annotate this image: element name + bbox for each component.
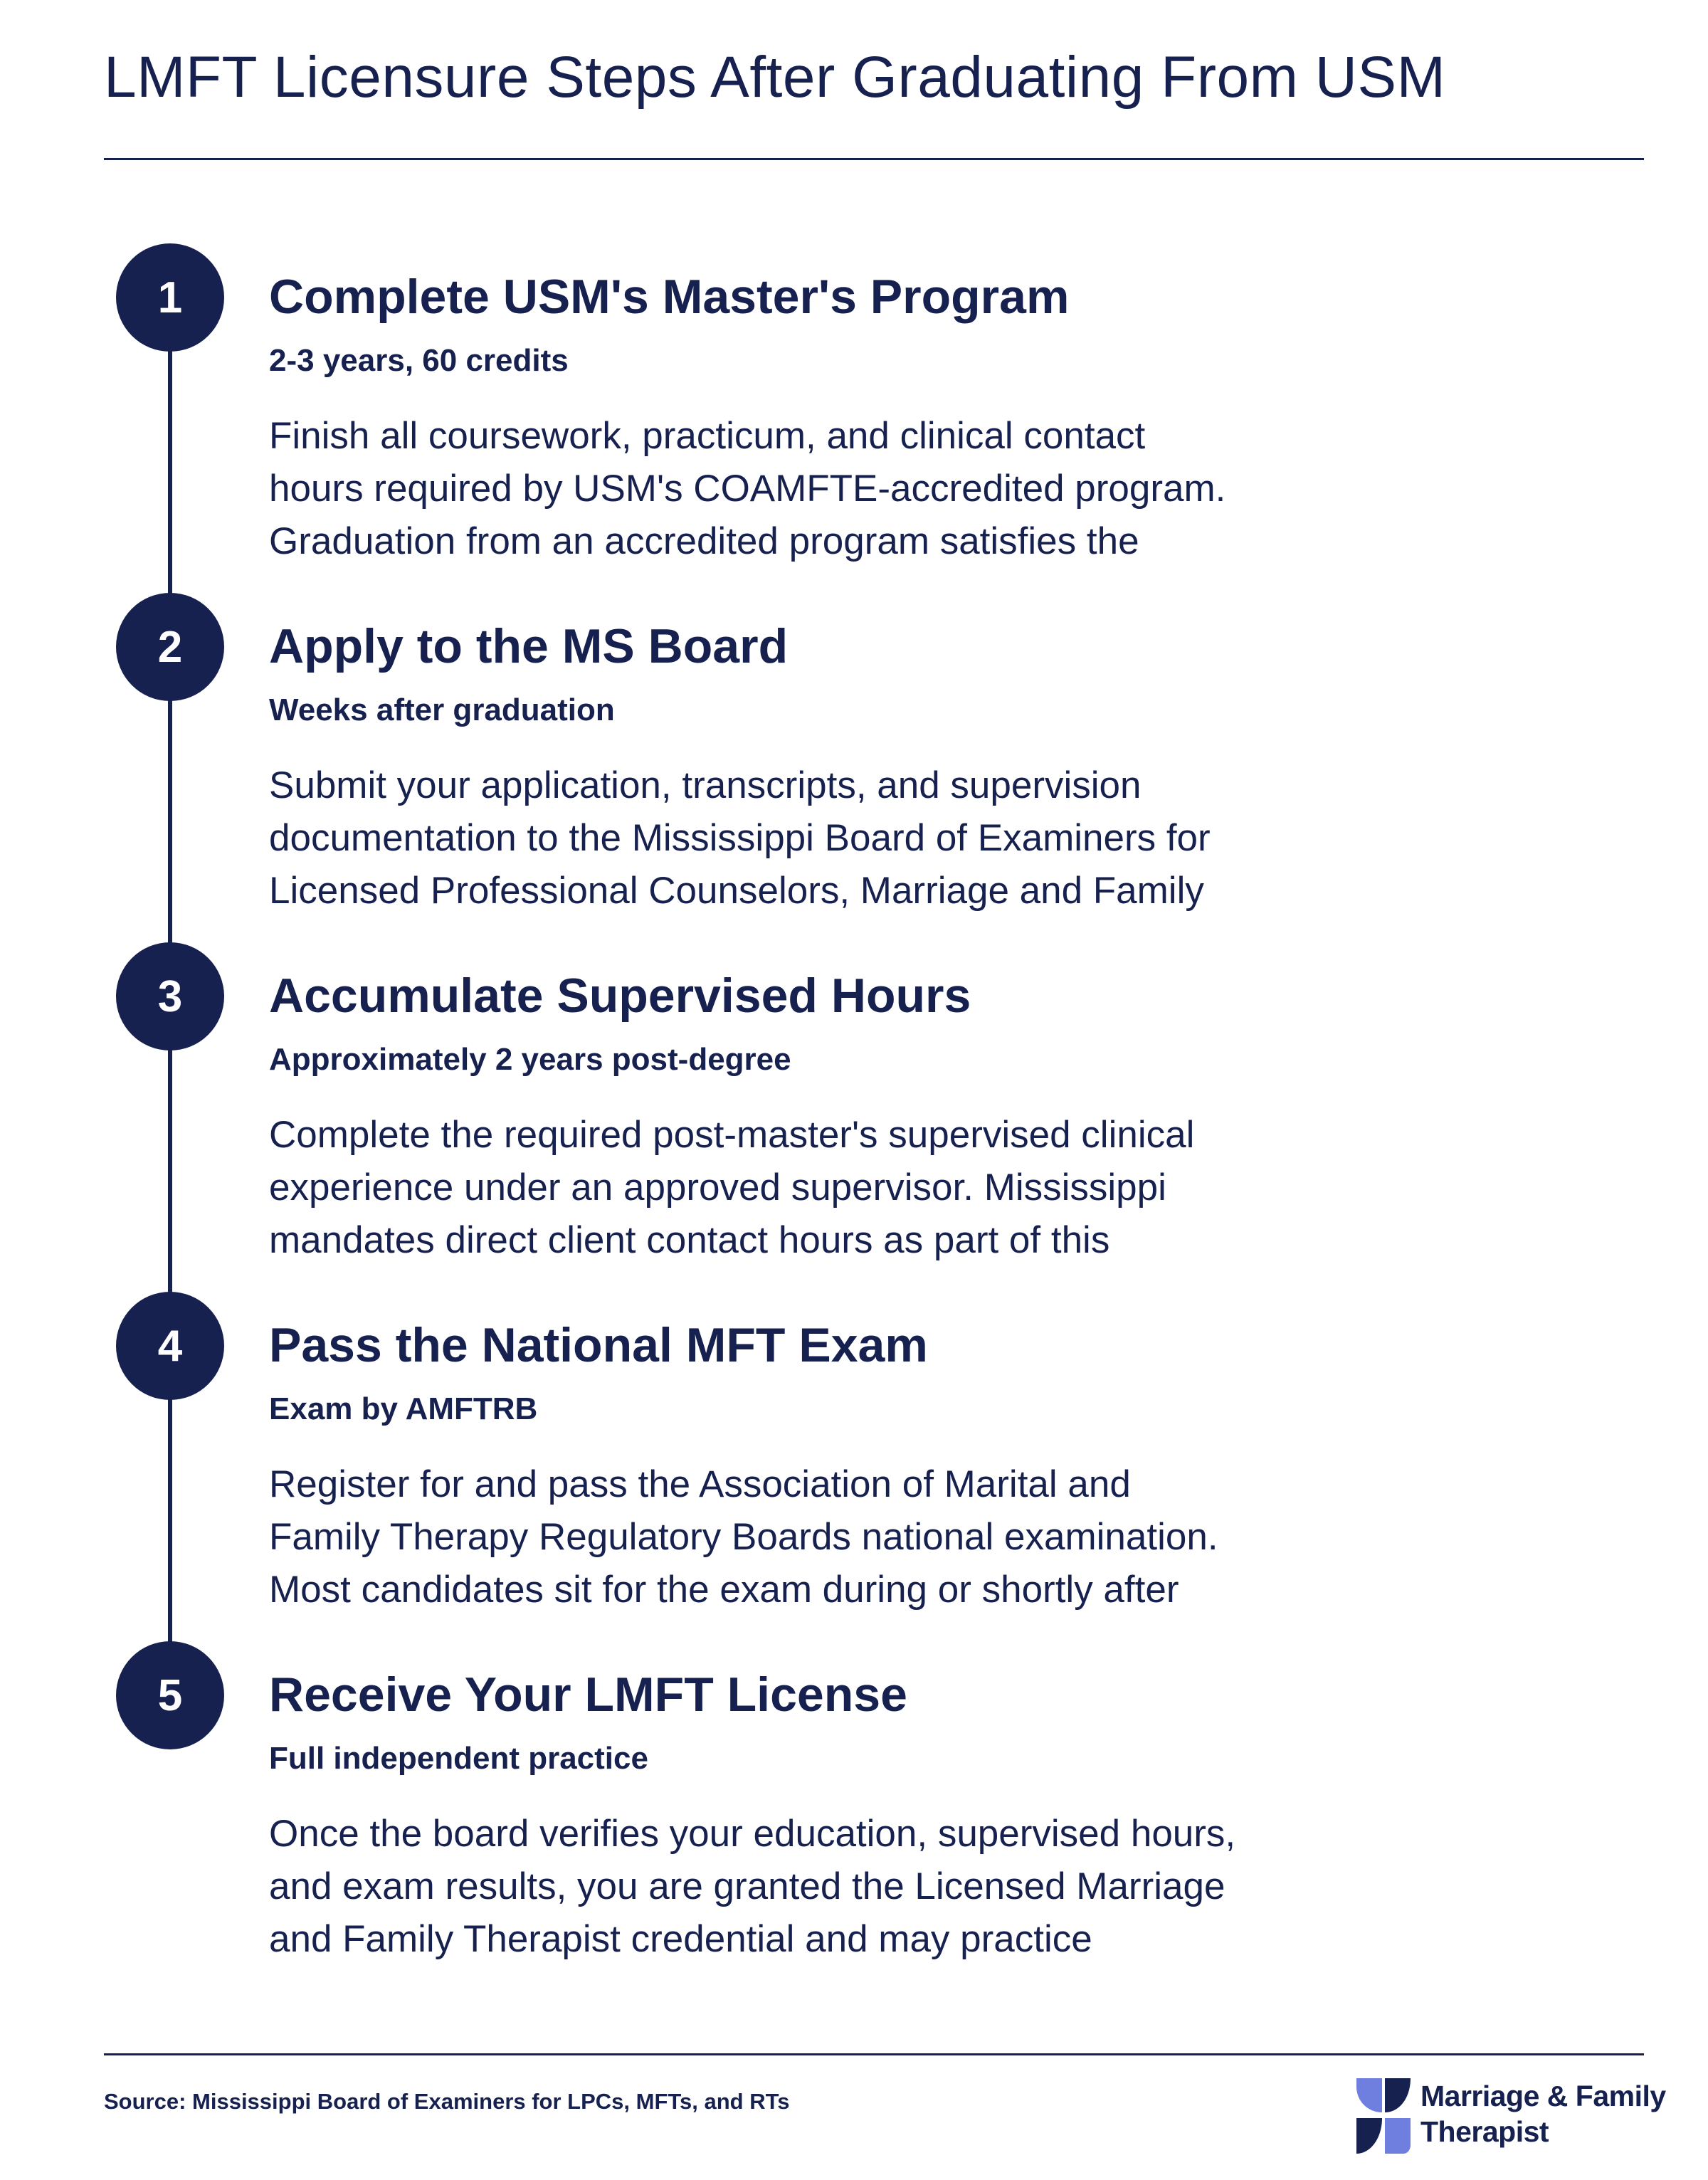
step-description-line: Submit your application, transcripts, and supervision: [269, 764, 1142, 806]
step-number-badge: 1: [116, 243, 224, 352]
step-title: Apply to the MS Board: [269, 619, 789, 673]
step-description: [269, 410, 1379, 568]
step-description: [269, 1109, 1379, 1267]
step-description-line: experience under an approved supervisor. Mississippi: [269, 1167, 1166, 1209]
header-divider: [104, 158, 1644, 160]
step-subtitle: Exam by AMFTRB: [269, 1391, 538, 1426]
step-description-line: and Family Therapist credential and may practice: [269, 1918, 1092, 1960]
brand-logo: [1355, 2077, 1666, 2155]
page-title: LMFT Licensure Steps After Graduating From USM: [104, 45, 1446, 110]
step-description-line: hours required by USM's COAMFTE-accredited program.: [269, 468, 1226, 510]
step-description: [269, 1458, 1379, 1616]
step-description-line: and exam results, you are granted the Licensed Marriage: [269, 1865, 1225, 1907]
step-description: [269, 1808, 1379, 1966]
step-description-line: Once the board verifies your education, supervised hours,: [269, 1813, 1236, 1855]
step-description-line: Finish all coursework, practicum, and clinical contact: [269, 415, 1146, 457]
step-number-badge: 5: [116, 1641, 224, 1749]
step-description-line: Most candidates sit for the exam during or shortly after: [269, 1569, 1179, 1611]
step-number-badge: 3: [116, 942, 224, 1050]
step-description-line: Licensed Professional Counselors, Marriage and Family: [269, 870, 1204, 912]
step-description-line: mandates direct client contact hours as part of this: [269, 1219, 1110, 1261]
step-subtitle: Full independent practice: [269, 1741, 648, 1776]
step-description-line: Register for and pass the Association of Marital and: [269, 1463, 1131, 1505]
brand-wordmark: [1420, 2078, 1666, 2149]
step-description-line: Family Therapy Regulatory Boards national examination.: [269, 1516, 1218, 1558]
step-description-line: Graduation from an accredited program satisfies the: [269, 520, 1139, 562]
step-title: Pass the National MFT Exam: [269, 1318, 928, 1372]
step-subtitle: Approximately 2 years post-degree: [269, 1042, 791, 1077]
step-number-badge: 4: [116, 1292, 224, 1400]
quad-petal-logo-icon: [1355, 2077, 1412, 2155]
step-title: Accumulate Supervised Hours: [269, 969, 971, 1023]
step-description: [269, 759, 1379, 917]
footer-divider: [104, 2053, 1644, 2055]
step-title: Complete USM's Master's Program: [269, 270, 1070, 324]
brand-line: Marriage & Family: [1420, 2080, 1666, 2112]
source-citation: Source: Mississippi Board of Examiners for LPCs, MFTs, and RTs: [104, 2089, 790, 2114]
step-subtitle: Weeks after graduation: [269, 693, 615, 727]
step-subtitle: 2-3 years, 60 credits: [269, 343, 569, 378]
step-description-line: Complete the required post-master's supervised clinical: [269, 1114, 1195, 1156]
brand-line: Therapist: [1420, 2115, 1549, 2148]
step-title: Receive Your LMFT License: [269, 1668, 907, 1722]
step-description-line: documentation to the Mississippi Board of Examiners for: [269, 817, 1211, 859]
step-number-badge: 2: [116, 593, 224, 701]
